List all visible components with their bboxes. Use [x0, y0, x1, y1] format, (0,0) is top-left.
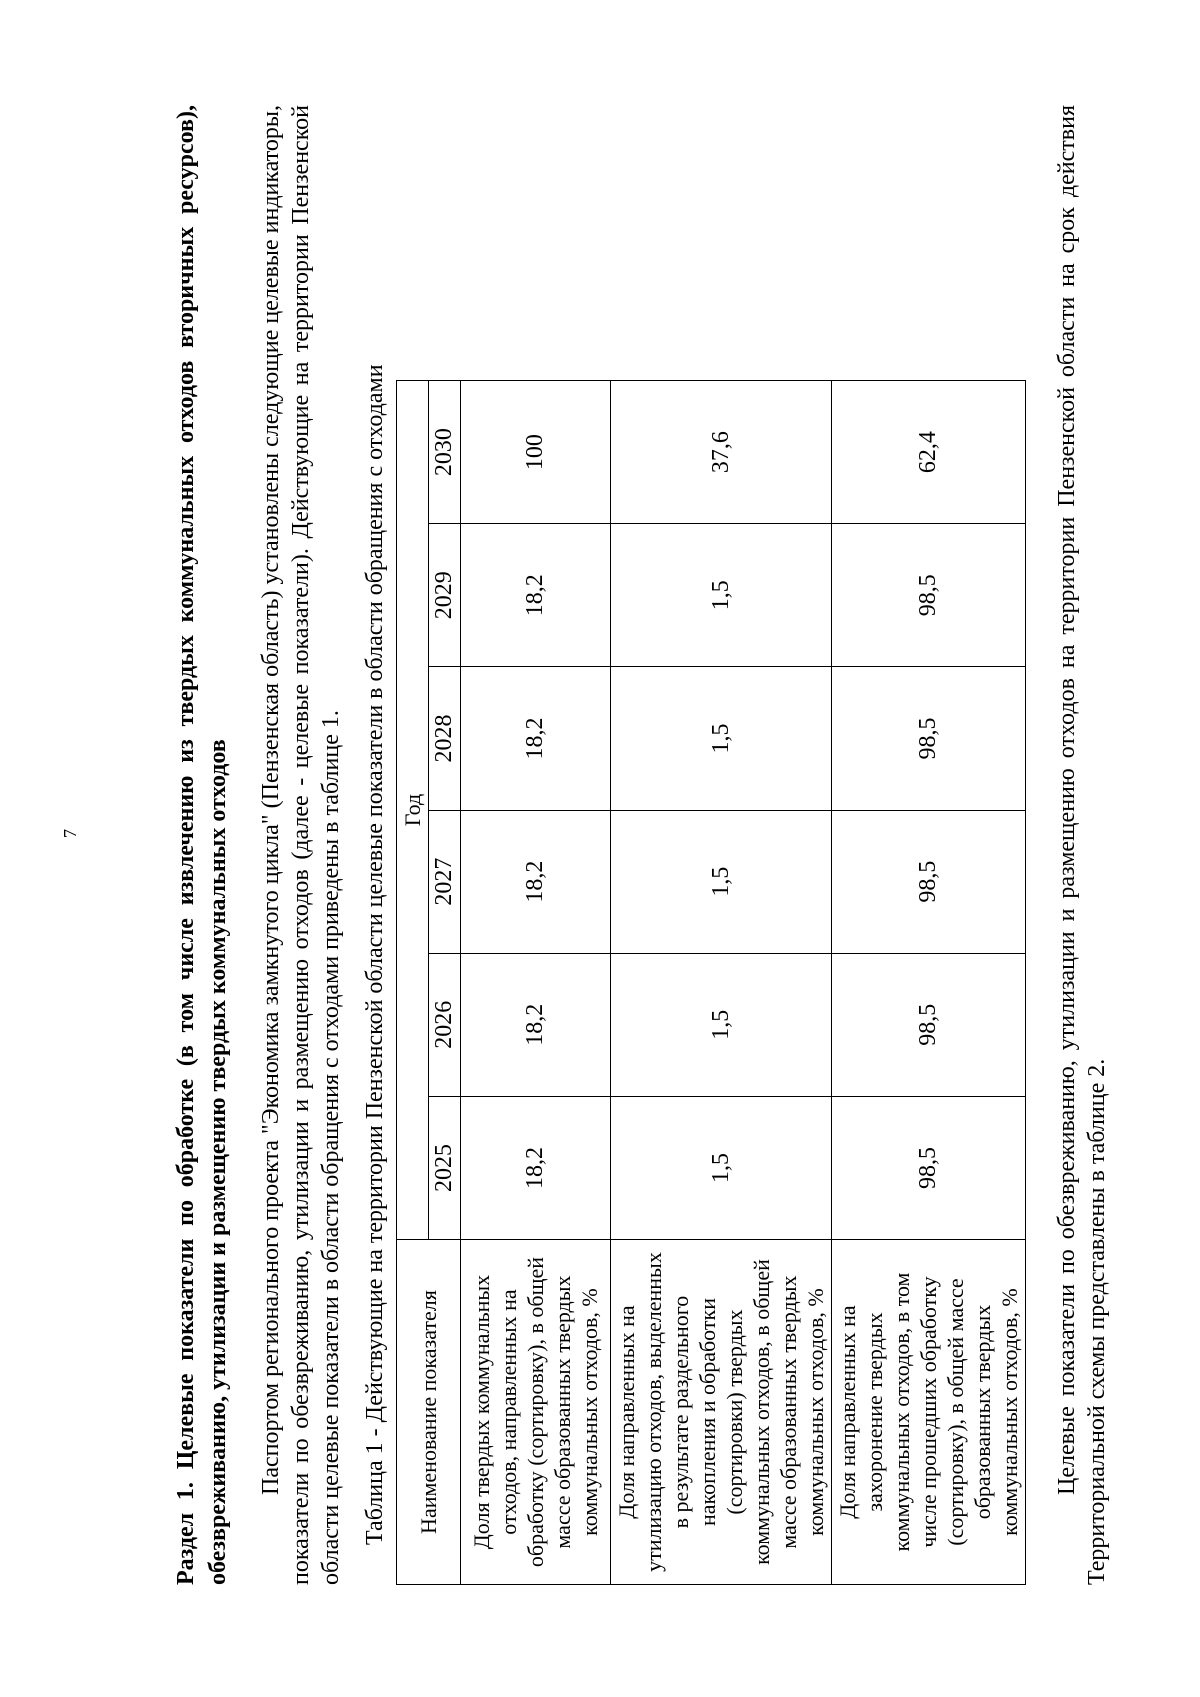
table-caption: Таблица 1 - Действующие на территории Пензенской области целевые показатели в области обращения с отходами	[362, 364, 388, 1545]
value-cell: 18,2	[461, 953, 611, 1096]
year-header: 2030	[429, 381, 461, 524]
landscape-content	[170, 105, 1110, 1585]
indicator-cell: Доля направленных на захоронение твердых коммунальных отходов, в том числе прошедших обработку (сортировку), в общей массе образованных твердых коммунальных отходов, %	[832, 1240, 1026, 1585]
year-group-header: Год	[397, 381, 429, 1240]
table-row	[461, 381, 611, 1585]
intro-paragraph: Паспортом регионального проекта "Экономика замкнутого цикла" (Пензенская область) установлены следующие целевые индикаторы, показатели по обезвреживанию, утилизации и размещению отходов (далее - целевые показатели). Действующие на территории Пензенской области целевые показатели в области обращения с отходами приведены в таблице 1.	[258, 105, 344, 1585]
value-cell: 18,2	[461, 810, 611, 953]
year-header: 2025	[429, 1096, 461, 1239]
value-cell: 98,5	[832, 667, 1026, 810]
targets-table	[396, 380, 1026, 1585]
value-cell: 18,2	[461, 1096, 611, 1239]
value-cell: 98,5	[832, 1096, 1026, 1239]
value-cell: 98,5	[832, 810, 1026, 953]
value-cell: 1,5	[611, 810, 832, 953]
value-cell: 1,5	[611, 524, 832, 667]
table-row	[832, 381, 1026, 1585]
year-header: 2027	[429, 810, 461, 953]
year-header: 2029	[429, 524, 461, 667]
value-cell: 1,5	[611, 1096, 832, 1239]
value-cell: 1,5	[611, 667, 832, 810]
table-header-row	[397, 381, 429, 1585]
table-row	[611, 381, 832, 1585]
year-header: 2028	[429, 667, 461, 810]
year-header: 2026	[429, 953, 461, 1096]
value-cell: 98,5	[832, 524, 1026, 667]
value-cell: 1,5	[611, 953, 832, 1096]
value-cell: 18,2	[461, 524, 611, 667]
page-number: 7	[60, 829, 80, 838]
closing-paragraph: Целевые показатели по обезвреживанию, утилизации и размещению отходов на территории Пензенской области на срок действия Территориальной схемы представлены в таблице 2.	[1054, 105, 1110, 1585]
value-cell: 18,2	[461, 667, 611, 810]
value-cell: 98,5	[832, 953, 1026, 1096]
indicator-name-header: Наименование показателя	[397, 1240, 461, 1585]
value-cell: 100	[461, 381, 611, 524]
indicator-cell: Доля направленных на утилизацию отходов, выделенных в результате раздельного накопления и обработки (сортировки) твердых коммунальных отходов, в общей массе образованных твердых коммунальных отходов, %	[611, 1240, 832, 1585]
indicator-cell: Доля твердых коммунальных отходов, направленных на обработку (сортировку), в общей массе образованных твердых коммунальных отходов, %	[461, 1240, 611, 1585]
section-heading: Раздел 1. Целевые показатели по обработке (в том числе извлечению из твердых коммунальных отходов вторичных ресурсов), обезвреживанию, утилизации и размещению твердых коммунальных отходов	[173, 105, 231, 1585]
value-cell: 62,4	[832, 381, 1026, 524]
value-cell: 37,6	[611, 381, 832, 524]
